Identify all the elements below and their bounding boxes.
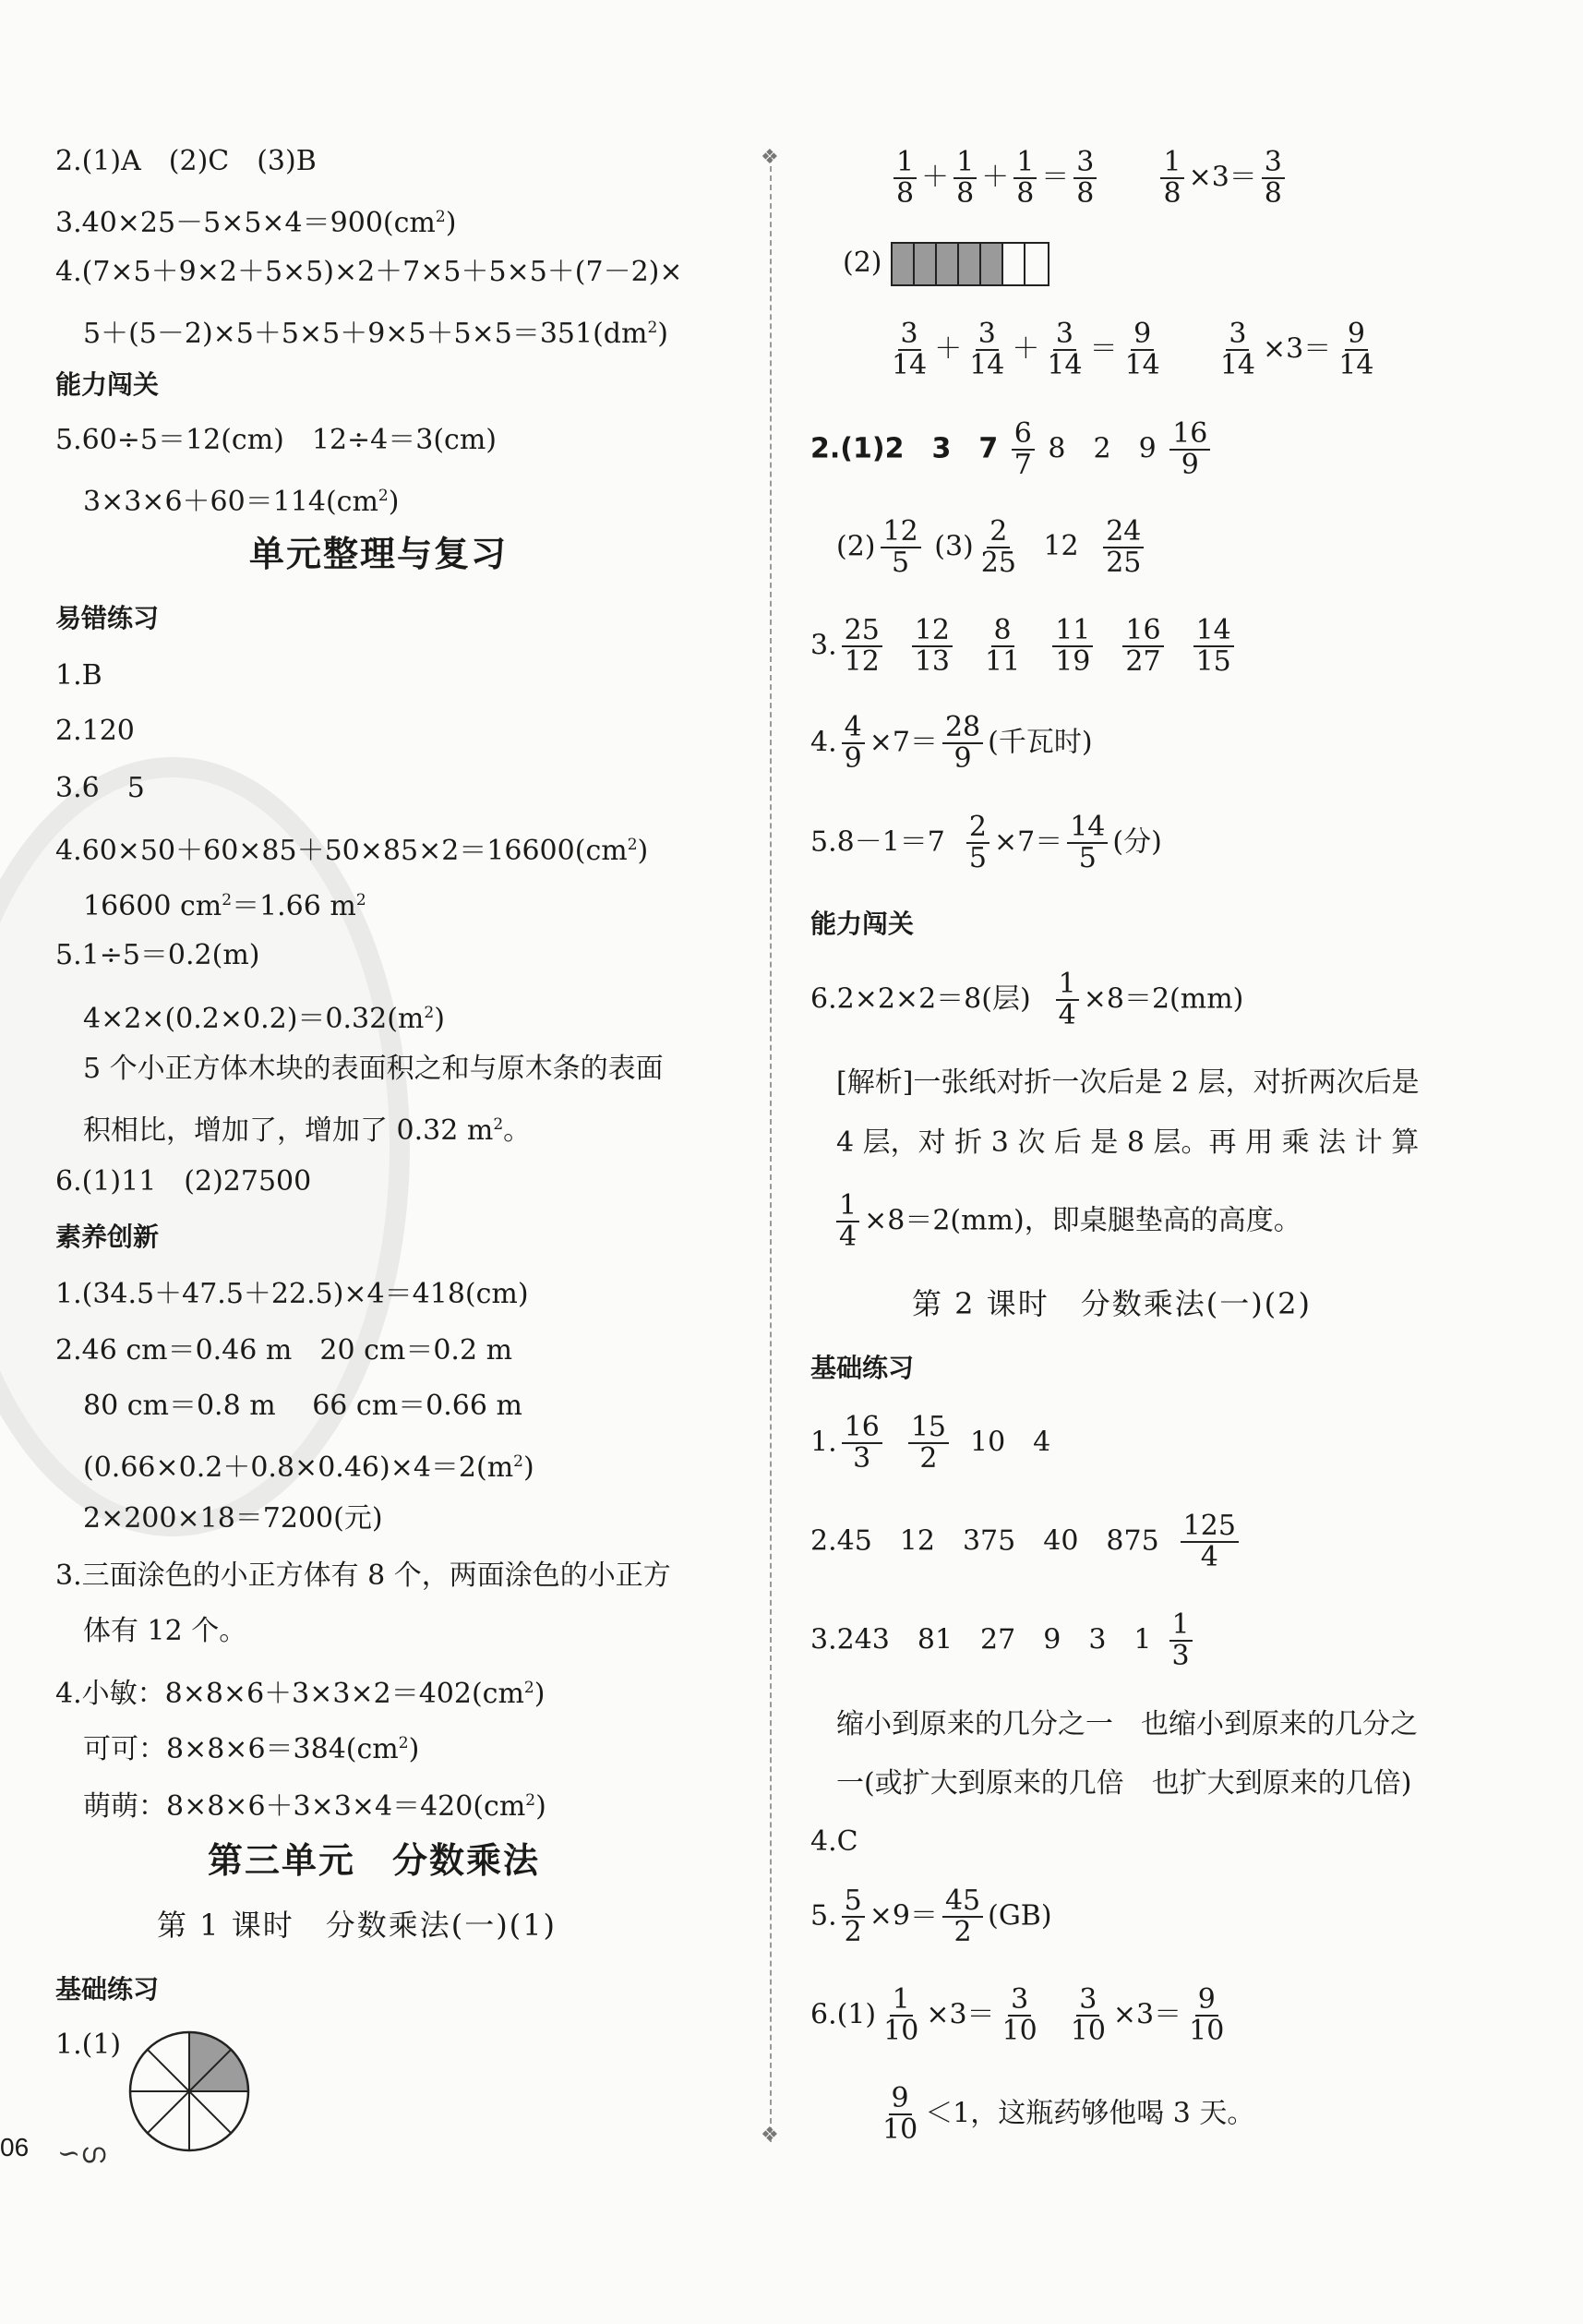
answer-line: 6.2×2×2＝8(层) $\frac{1}{4}$ ×8＝2(mm) [810, 968, 1244, 1032]
answer-line: $3\times 3\times 6+60=114(cm^2)$ [83, 486, 400, 518]
answer-line: 2.46 cm＝0.46 m 20 cm＝0.2 m [55, 1334, 513, 1367]
answer-line: $\frac{9}{10}$ ＜1，这瓶药够他喝 3 天。 [882, 2082, 1255, 2147]
grid-question: (2) [843, 242, 1049, 286]
cloud-ornament-icon: ∽ഗ [57, 2137, 106, 2170]
analysis-text: [解析]一张纸对折一次后是 2 层，对折两次后是 [836, 1066, 1420, 1099]
answer-line: 2.120 [55, 715, 135, 747]
answer-line: 5 个小正方体木块的表面积之和与原木条的表面 [83, 1053, 664, 1085]
analysis-text: $\frac{1}{4}$ ×8＝2(mm)，即桌腿垫高的高度。 [836, 1191, 1301, 1253]
shaded-grid-diagram [891, 242, 1049, 286]
answer-line: 5.60÷5＝12(cm) 12÷4＝3(cm) [55, 424, 497, 456]
answer-line: 3. $\frac{25}{12}$ $\frac{12}{13}$ $\frac{8}{11}$ $\frac{11}{19}$ $\frac{16}{27}$ $\frac{14}{15}$ [810, 616, 1239, 678]
answer-line: 4.(7×5＋9×2＋5×5)×2＋7×5＋5×5＋(7－2)× [55, 256, 683, 288]
answer-line: 3.6 5 [55, 772, 145, 804]
answer-line: 1. $\frac{16}{3}$ $\frac{15}{2}$ 10 4 [810, 1411, 1051, 1475]
answer-line: 80 cm＝0.8 m 66 cm＝0.66 m [83, 1390, 522, 1422]
answer-line: $3.40\times 25-5\times 5\times 4=900(cm^2)$ [55, 207, 457, 239]
answer-line: 萌萌：$8\times 8\times 6+3\times 3\times 4=420(cm^2)$ [83, 1790, 546, 1823]
answer-line: 1.B [55, 659, 102, 692]
answer-line: 体有 12 个。 [83, 1615, 247, 1647]
answer-line: 4.小敏：$8\times 8\times 6+3\times 3\times 2=402(cm^2)$ [55, 1678, 546, 1710]
analysis-text: 4 层，对 折 3 次 后 是 8 层。再 用 乘 法 计 算 [836, 1126, 1420, 1159]
section-heading: 素养创新 [55, 1222, 160, 1252]
fraction-sum-line: $\frac{1}{8}$ ＋ $\frac{1}{8}$ ＋ $\frac{1}{8}$ ＝ $\frac{3}{8}$ $\frac{1}{8}$ ×3＝ $\frac{3}{8}$ [889, 148, 1289, 210]
fraction-sum-line: $\frac{3}{14}$ ＋ $\frac{3}{14}$ ＋ $\frac{3}{14}$ ＝ $\frac{9}{14}$ $\frac{3}{14}$ ×3＝ $\frac{9}{14}$ [892, 318, 1374, 382]
answer-line: 2.(1)A (2)C (3)B [55, 145, 317, 177]
page-number: 06 [0, 2133, 30, 2161]
answer-line: 6.(1)11 (2)27500 [55, 1165, 312, 1198]
answer-line: (2) $\frac{12}{5}$ (3) $\frac{2}{25}$ 12 $\frac{24}{25}$ [836, 517, 1148, 579]
section-heading: 基础练习 [55, 1974, 160, 2005]
answer-line: 一(或扩大到原来的几倍 也扩大到原来的几倍) [836, 1767, 1412, 1800]
answer-line: 16600 $cm^2=1.66$ $m^2$ [83, 890, 366, 922]
divider-bottom-ornament-icon: ❖ [761, 2124, 779, 2147]
unit-review-title: 单元整理与复习 [249, 534, 509, 574]
answer-line: 5.8－1＝7 $\frac{2}{5}$ ×7＝ $\frac{14}{5}$ (分) [810, 811, 1162, 875]
column-divider [770, 157, 772, 2142]
answer-line: $4.60\times 50+60\times 85+50\times 85\times 2=16600(cm^2)$ [55, 835, 649, 867]
answer-line: 3.三面涂色的小正方体有 8 个，两面涂色的小正方 [55, 1559, 671, 1592]
answer-line: 缩小到原来的几分之一 也缩小到原来的几分之 [836, 1708, 1418, 1740]
answer-line: $5+(5-2)\times 5+5\times 5+9\times 5+5\times 5=351(dm^2)$ [83, 318, 668, 350]
answer-line: 4. $\frac{4}{9}$ ×7＝ $\frac{28}{9}$ (千瓦时) [810, 711, 1093, 776]
lesson1-title: 第 1 课时 分数乘法(一)(1) [157, 1908, 558, 1943]
lesson2-title: 第 2 课时 分数乘法(一)(2) [912, 1286, 1313, 1321]
answer-line: 1.(1) [55, 2029, 122, 2061]
answer-line: 6.(1) $\frac{1}{10}$ ×3＝ $\frac{3}{10}$ $\frac{3}{10}$ ×3＝ $\frac{9}{10}$ [810, 1983, 1225, 2048]
section-heading: 易错练习 [55, 603, 160, 633]
answer-line: 可可：$8\times 8\times 6=384(cm^2)$ [83, 1733, 420, 1765]
answer-line: 2×200×18＝7200(元) [83, 1502, 383, 1535]
answer-line: 5. $\frac{5}{2}$ ×9＝ $\frac{45}{2}$ (GB) [810, 1884, 1052, 1949]
section-heading: 基础练习 [810, 1353, 915, 1383]
answer-line: 2.(1)2 3 7 $\frac{6}{7}$ 8 2 9 $\frac{16}{9}$ [810, 419, 1215, 481]
section-heading: 能力闯关 [810, 909, 915, 939]
answer-line: 5.1÷5＝0.2(m) [55, 939, 260, 971]
pie-circle-diagram [125, 2027, 254, 2156]
unit3-title: 第三单元 分数乘法 [208, 1840, 541, 1881]
section-heading: 能力闯关 [55, 369, 160, 400]
answer-line: 积相比，增加了，增加了 0.32 $m^2$。 [83, 1114, 532, 1147]
answer-line: 2.45 12 375 40 875 $\frac{125}{4}$ [810, 1511, 1243, 1573]
answer-line: $4\times 2\times(0.2\times 0.2)=0.32(m^2)$ [83, 1003, 445, 1035]
answer-line: 1.(34.5＋47.5＋22.5)×4＝418(cm) [55, 1278, 529, 1310]
answer-line: 4.C [810, 1825, 858, 1858]
answer-line: 3.243 81 27 9 3 1 $\frac{1}{3}$ [810, 1610, 1197, 1672]
divider-top-ornament-icon: ❖ [761, 146, 779, 169]
answer-line: $(0.66\times 0.2+0.8\times 0.46)\times 4=2(m^2)$ [83, 1451, 534, 1484]
